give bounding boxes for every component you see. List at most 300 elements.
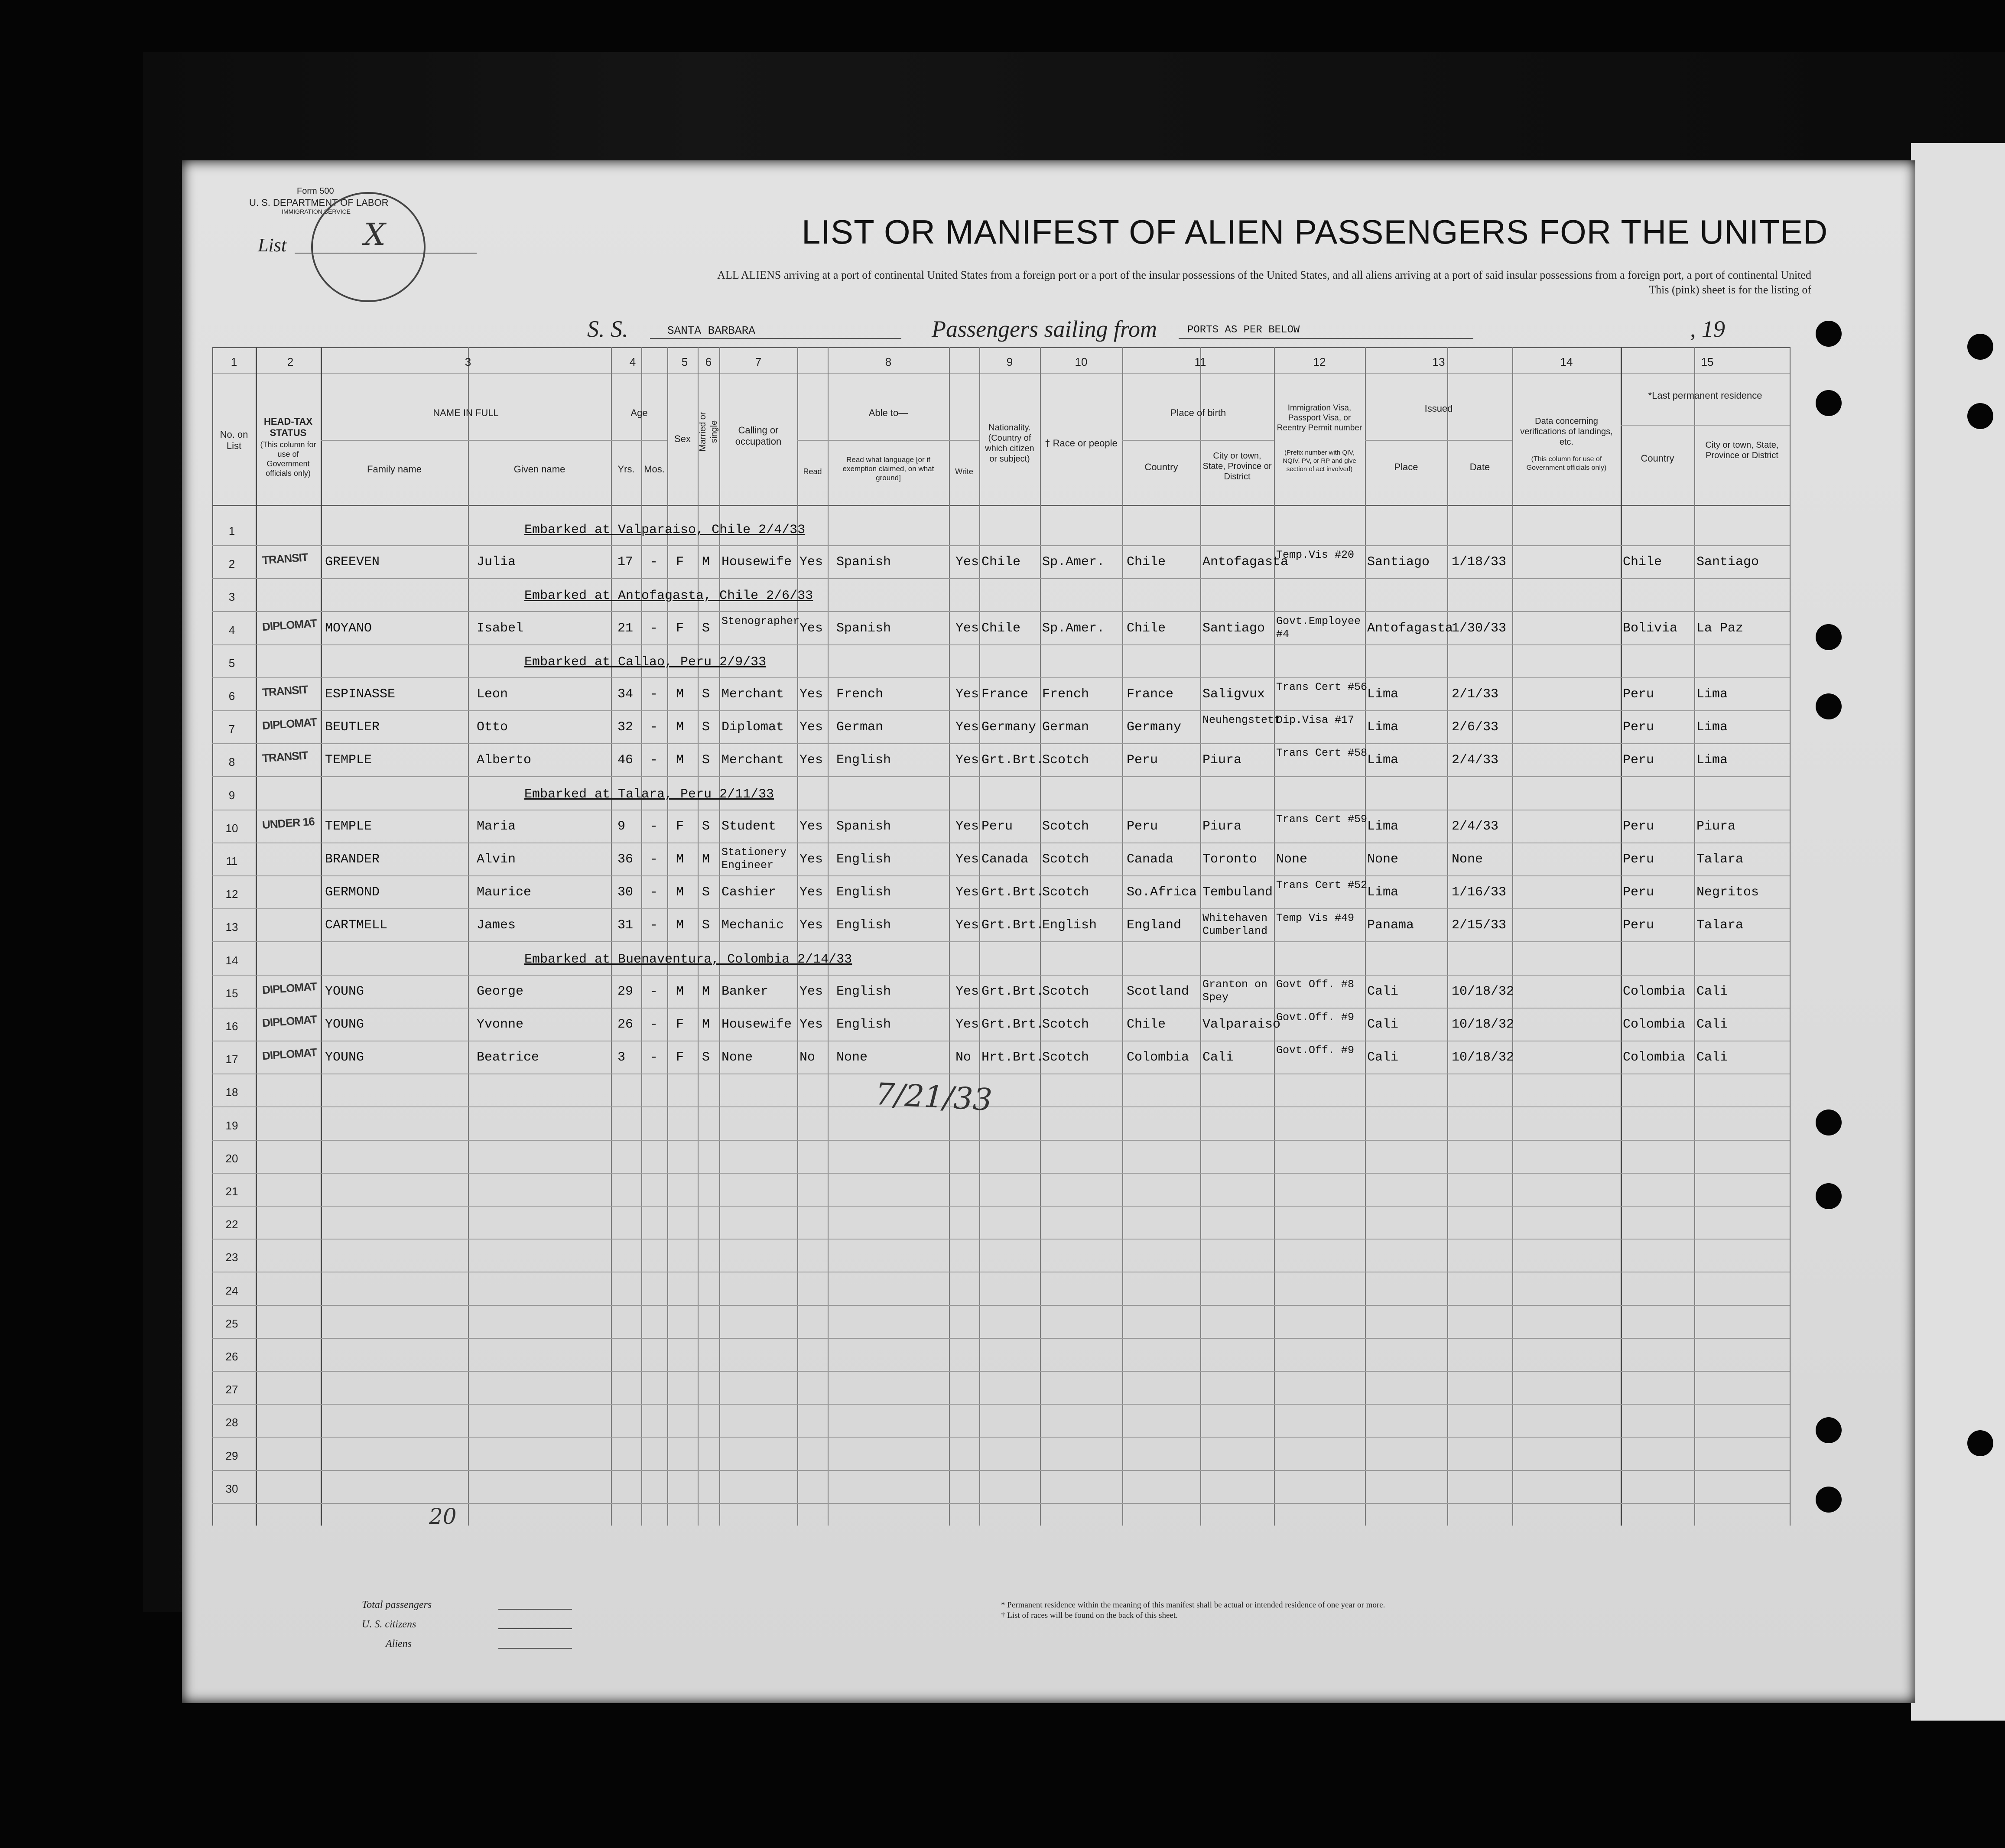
header-landings-note: (This column for use of Government officials only) bbox=[1526, 455, 1607, 472]
birth-city-cell: Saligvux bbox=[1202, 687, 1265, 702]
binder-hole bbox=[1967, 334, 1993, 360]
year-label: , 19 bbox=[1690, 316, 1725, 342]
given-name-cell: James bbox=[477, 918, 516, 933]
language-cell: English bbox=[836, 885, 891, 900]
row-number: 30 bbox=[225, 1482, 238, 1495]
department-name: U. S. DEPARTMENT OF LABOR bbox=[249, 197, 389, 208]
header-sex: Sex bbox=[674, 433, 691, 444]
age-years-cell: 9 bbox=[617, 819, 626, 834]
language-cell: English bbox=[836, 852, 891, 867]
birth-city-cell: Valparaiso bbox=[1202, 1017, 1281, 1032]
marital-cell: S bbox=[702, 753, 710, 768]
row-number: 20 bbox=[225, 1152, 238, 1165]
occupation-cell: Banker bbox=[721, 984, 769, 999]
ship-underline bbox=[650, 338, 901, 339]
issued-place-cell: Lima bbox=[1367, 687, 1399, 702]
write-cell: No bbox=[955, 1050, 972, 1065]
sex-cell: M bbox=[676, 885, 684, 900]
row-number: 23 bbox=[225, 1251, 238, 1264]
language-cell: English bbox=[836, 918, 891, 933]
header-head-tax-note: (This column for use of Government officials only) bbox=[260, 440, 316, 478]
age-months-cell: - bbox=[650, 1050, 658, 1065]
race-cell: Scotch bbox=[1042, 984, 1089, 999]
nationality-cell: Peru bbox=[981, 819, 1013, 834]
age-years-cell: 36 bbox=[617, 852, 634, 867]
header-name-in-full: NAME IN FULL bbox=[433, 407, 499, 418]
ports-value: PORTS AS PER BELOW bbox=[1187, 324, 1300, 336]
marital-cell: M bbox=[702, 852, 710, 867]
marital-cell: S bbox=[702, 621, 710, 636]
given-name-cell: Leon bbox=[477, 687, 508, 702]
nationality-cell: Grt.Brt. bbox=[981, 885, 1044, 900]
row-number: 17 bbox=[225, 1053, 238, 1066]
instruction-line-2: This (pink) sheet is for the listing of bbox=[1649, 283, 1811, 296]
issued-place-cell: Antofagasta bbox=[1367, 621, 1453, 636]
race-cell: Scotch bbox=[1042, 885, 1089, 900]
race-cell: German bbox=[1042, 720, 1089, 735]
issued-place-cell: Cali bbox=[1367, 1017, 1399, 1032]
age-years-cell: 34 bbox=[617, 687, 634, 702]
read-cell: Yes bbox=[799, 852, 823, 867]
family-name-cell: GREEVEN bbox=[325, 555, 380, 570]
visa-cell: Trans Cert #56 bbox=[1276, 681, 1368, 693]
col-num-7: 7 bbox=[755, 355, 762, 368]
birth-city-cell: Granton on Spey bbox=[1202, 978, 1268, 1004]
family-name-cell: YOUNG bbox=[325, 1017, 364, 1032]
col-num-14: 14 bbox=[1560, 355, 1573, 368]
age-months-cell: - bbox=[650, 1017, 658, 1032]
col-num-3: 3 bbox=[465, 355, 471, 368]
binder-hole bbox=[1816, 1183, 1842, 1209]
binder-hole bbox=[1816, 321, 1842, 347]
instruction-line-1: ALL ALIENS arriving at a port of continental United States from a foreign port or a port of the insular possessions of the United States, and all aliens arriving at a port of said insular possessions from a foreign port, a port of continental United bbox=[717, 269, 1811, 281]
occupation-cell: Merchant bbox=[721, 753, 784, 768]
birth-country-cell: Peru bbox=[1127, 819, 1158, 834]
visa-cell: Temp.Vis #20 bbox=[1276, 549, 1355, 562]
footnote-residence: * Permanent residence within the meaning of this manifest shall be actual or intended residence of one year or more. bbox=[1001, 1601, 1385, 1610]
birth-country-cell: So.Africa bbox=[1127, 885, 1197, 900]
binder-hole bbox=[1967, 403, 1993, 429]
nationality-cell: Grt.Brt. bbox=[981, 918, 1044, 933]
birth-country-cell: France bbox=[1127, 687, 1174, 702]
nationality-cell: Chile bbox=[981, 621, 1021, 636]
binder-hole bbox=[1816, 1487, 1842, 1513]
language-cell: Spanish bbox=[836, 621, 891, 636]
visa-cell: Trans Cert #59 bbox=[1276, 813, 1368, 826]
visa-cell: Govt.Employee #4 bbox=[1276, 615, 1361, 641]
birth-country-cell: England bbox=[1127, 918, 1182, 933]
birth-city-cell: Piura bbox=[1202, 819, 1242, 834]
row-number: 29 bbox=[225, 1449, 238, 1462]
sex-cell: M bbox=[676, 720, 684, 735]
row-number: 21 bbox=[225, 1185, 238, 1198]
res-country-cell: Peru bbox=[1623, 918, 1654, 933]
embarkation-note: Embarked at Antofagasta, Chile 2/6/33 bbox=[524, 589, 813, 604]
res-city-cell: Talara bbox=[1696, 918, 1744, 933]
issued-date-cell: 2/15/33 bbox=[1452, 918, 1507, 933]
head-tax-stamp: DIPLOMAT bbox=[262, 979, 317, 997]
marital-cell: S bbox=[702, 687, 710, 702]
read-cell: Yes bbox=[799, 918, 823, 933]
occupation-cell: Merchant bbox=[721, 687, 784, 702]
age-months-cell: - bbox=[650, 852, 658, 867]
write-cell: Yes bbox=[955, 918, 979, 933]
issued-place-cell: None bbox=[1367, 852, 1399, 867]
occupation-cell: None bbox=[721, 1050, 753, 1065]
given-name-cell: Alberto bbox=[477, 753, 532, 768]
total-passengers-label: Total passengers bbox=[362, 1599, 432, 1610]
given-name-cell: George bbox=[477, 984, 524, 999]
occupation-cell: Mechanic bbox=[721, 918, 784, 933]
row-number: 5 bbox=[228, 656, 235, 670]
nationality-cell: Chile bbox=[981, 555, 1021, 570]
header-place-of-birth: Place of birth bbox=[1170, 407, 1226, 418]
row-number: 4 bbox=[228, 623, 235, 637]
age-months-cell: - bbox=[650, 885, 658, 900]
page-title: LIST OR MANIFEST OF ALIEN PASSENGERS FOR THE UNITED bbox=[802, 213, 1828, 251]
given-name-cell: Isabel bbox=[477, 621, 524, 636]
issued-place-cell: Santiago bbox=[1367, 555, 1430, 570]
col-num-9: 9 bbox=[1006, 355, 1013, 368]
language-cell: Spanish bbox=[836, 555, 891, 570]
occupation-cell: Stationery Engineer bbox=[721, 846, 787, 872]
binder-hole bbox=[1816, 1417, 1842, 1443]
service-name: IMMIGRATION SERVICE bbox=[282, 208, 351, 215]
occupation-cell: Stenographer bbox=[721, 615, 800, 628]
embarkation-note: Embarked at Buenaventura, Colombia 2/14/33 bbox=[524, 952, 852, 967]
race-cell: Scotch bbox=[1042, 753, 1089, 768]
header-res-city: City or town, State, Province or District bbox=[1705, 440, 1779, 460]
res-country-cell: Chile bbox=[1623, 555, 1662, 570]
sex-cell: F bbox=[676, 1017, 684, 1032]
header-read: Read bbox=[803, 467, 822, 476]
header-issued-date: Date bbox=[1469, 462, 1490, 472]
given-name-cell: Maurice bbox=[477, 885, 532, 900]
res-city-cell: Lima bbox=[1696, 753, 1728, 768]
issued-date-cell: 2/4/33 bbox=[1452, 819, 1499, 834]
nationality-cell: Grt.Brt. bbox=[981, 984, 1044, 999]
row-number: 26 bbox=[225, 1350, 238, 1363]
age-years-cell: 46 bbox=[617, 753, 634, 768]
sex-cell: F bbox=[676, 1050, 684, 1065]
read-cell: Yes bbox=[799, 1017, 823, 1032]
res-country-cell: Peru bbox=[1623, 720, 1654, 735]
issued-place-cell: Lima bbox=[1367, 753, 1399, 768]
given-name-cell: Beatrice bbox=[477, 1050, 539, 1065]
sex-cell: M bbox=[676, 984, 684, 999]
read-cell: Yes bbox=[799, 753, 823, 768]
occupation-cell: Housewife bbox=[721, 1017, 792, 1032]
age-months-cell: - bbox=[650, 555, 658, 570]
occupation-cell: Cashier bbox=[721, 885, 777, 900]
write-cell: Yes bbox=[955, 852, 979, 867]
header-married-single: Married or single bbox=[698, 412, 719, 452]
given-name-cell: Otto bbox=[477, 720, 508, 735]
embarkation-note: Embarked at Callao, Peru 2/9/33 bbox=[524, 654, 767, 670]
nationality-cell: Grt.Brt. bbox=[981, 753, 1044, 768]
given-name-cell: Maria bbox=[477, 819, 516, 834]
header-last-residence: *Last permanent residence bbox=[1648, 390, 1762, 401]
col-num-8: 8 bbox=[885, 355, 892, 368]
row-number: 24 bbox=[225, 1284, 238, 1297]
sex-cell: M bbox=[676, 687, 684, 702]
res-city-cell: Negritos bbox=[1696, 885, 1759, 900]
row-number: 14 bbox=[225, 953, 238, 967]
aliens-label: Aliens bbox=[386, 1638, 412, 1650]
write-cell: Yes bbox=[955, 984, 979, 999]
race-cell: Scotch bbox=[1042, 819, 1089, 834]
header-issued-place: Place bbox=[1394, 462, 1418, 472]
birth-country-cell: Colombia bbox=[1127, 1050, 1189, 1065]
marital-cell: M bbox=[702, 1017, 710, 1032]
sailing-label: Passengers sailing from bbox=[932, 316, 1157, 342]
head-tax-stamp: TRANSIT bbox=[262, 748, 309, 765]
given-name-cell: Yvonne bbox=[477, 1017, 524, 1032]
footnote-races: † List of races will be found on the back of this sheet. bbox=[1001, 1611, 1178, 1620]
nationality-cell: Canada bbox=[981, 852, 1029, 867]
embarkation-note: Embarked at Valparaiso, Chile 2/4/33 bbox=[524, 523, 806, 537]
row-number: 16 bbox=[225, 1020, 238, 1033]
write-cell: Yes bbox=[955, 687, 979, 702]
birth-city-cell: Neuhengstett bbox=[1202, 714, 1281, 727]
birth-city-cell: Antofagasta bbox=[1202, 555, 1289, 570]
adjacent-page bbox=[1911, 143, 2005, 1721]
res-country-cell: Peru bbox=[1623, 687, 1654, 702]
write-cell: Yes bbox=[955, 555, 979, 570]
birth-city-cell: Santiago bbox=[1202, 621, 1265, 636]
family-name-cell: CARTMELL bbox=[325, 918, 388, 933]
issued-place-cell: Lima bbox=[1367, 885, 1399, 900]
header-calling: Calling or occupation bbox=[735, 425, 782, 447]
head-tax-stamp: DIPLOMAT bbox=[262, 1012, 317, 1030]
visa-cell: Trans Cert #52 bbox=[1276, 879, 1368, 892]
marital-cell: S bbox=[702, 885, 710, 900]
issued-date-cell: 1/16/33 bbox=[1452, 885, 1507, 900]
birth-country-cell: Scotland bbox=[1127, 984, 1189, 999]
write-cell: Yes bbox=[955, 1017, 979, 1032]
issued-date-cell: 10/18/32 bbox=[1452, 1017, 1514, 1032]
binder-hole bbox=[1816, 693, 1842, 719]
age-months-cell: - bbox=[650, 918, 658, 933]
issued-place-cell: Lima bbox=[1367, 819, 1399, 834]
res-country-cell: Peru bbox=[1623, 852, 1654, 867]
marital-cell: S bbox=[702, 918, 710, 933]
res-country-cell: Colombia bbox=[1623, 1017, 1686, 1032]
row-number: 3 bbox=[228, 590, 235, 604]
family-name-cell: TEMPLE bbox=[325, 753, 372, 768]
visa-cell: Temp Vis #49 bbox=[1276, 912, 1355, 925]
list-label: List bbox=[258, 234, 287, 256]
visa-cell: Govt Off. #8 bbox=[1276, 978, 1355, 991]
header-able-to: Able to— bbox=[868, 407, 908, 418]
row-number: 13 bbox=[225, 921, 238, 934]
col-num-4: 4 bbox=[629, 355, 636, 368]
ports-underline bbox=[1179, 338, 1473, 339]
inspector-signature: 7/21/33 bbox=[874, 1076, 993, 1118]
write-cell: Yes bbox=[955, 753, 979, 768]
family-name-cell: ESPINASSE bbox=[325, 687, 396, 702]
issued-date-cell: None bbox=[1452, 852, 1483, 867]
sex-cell: F bbox=[676, 621, 684, 636]
visa-cell: Trans Cert #58 bbox=[1276, 747, 1368, 760]
form-number: Form 500 bbox=[297, 186, 334, 196]
age-years-cell: 31 bbox=[617, 918, 634, 933]
occupation-cell: Student bbox=[721, 819, 777, 834]
binder-hole bbox=[1816, 1109, 1842, 1135]
col-num-13: 13 bbox=[1432, 355, 1445, 368]
binder-hole bbox=[1967, 1430, 1993, 1456]
race-cell: English bbox=[1042, 918, 1097, 933]
sex-cell: M bbox=[676, 753, 684, 768]
marital-cell: S bbox=[702, 720, 710, 735]
row-number: 1 bbox=[228, 524, 235, 537]
header-family-name: Family name bbox=[367, 464, 422, 475]
age-months-cell: - bbox=[650, 687, 658, 702]
binder-hole bbox=[1816, 390, 1842, 416]
issued-date-cell: 10/18/32 bbox=[1452, 1050, 1514, 1065]
age-years-cell: 30 bbox=[617, 885, 634, 900]
language-cell: Spanish bbox=[836, 819, 891, 834]
head-tax-stamp: DIPLOMAT bbox=[262, 616, 317, 633]
write-cell: Yes bbox=[955, 720, 979, 735]
issued-date-cell: 2/4/33 bbox=[1452, 753, 1499, 768]
visa-cell: Dip.Visa #17 bbox=[1276, 714, 1355, 727]
page-count-mark: 20 bbox=[429, 1504, 457, 1529]
marital-cell: M bbox=[702, 984, 710, 999]
header-nationality: Nationality. (Country of which citizen or subject) bbox=[985, 423, 1034, 464]
occupation-cell: Housewife bbox=[721, 555, 792, 570]
row-number: 27 bbox=[225, 1383, 238, 1396]
visa-cell: Govt.Off. #9 bbox=[1276, 1011, 1355, 1024]
col-num-10: 10 bbox=[1075, 355, 1088, 368]
footnotes bbox=[1001, 1600, 1385, 1621]
language-cell: French bbox=[836, 687, 884, 702]
read-cell: Yes bbox=[799, 819, 823, 834]
header-head-tax: HEAD-TAX STATUS bbox=[263, 416, 313, 438]
list-handwritten-mark: X bbox=[364, 217, 386, 252]
header-visa-note: (Prefix number with QIV, NQIV, PV, or RP and give section of act involved) bbox=[1283, 449, 1356, 473]
row-number: 8 bbox=[228, 755, 235, 769]
birth-city-cell: Cali bbox=[1202, 1050, 1234, 1065]
head-tax-stamp: DIPLOMAT bbox=[262, 1045, 317, 1063]
us-citizens-label: U. S. citizens bbox=[362, 1619, 416, 1630]
birth-country-cell: Germany bbox=[1127, 720, 1182, 735]
marital-cell: S bbox=[702, 1050, 710, 1065]
read-cell: No bbox=[799, 1050, 816, 1065]
age-months-cell: - bbox=[650, 753, 658, 768]
sex-cell: F bbox=[676, 819, 684, 834]
age-months-cell: - bbox=[650, 819, 658, 834]
family-name-cell: YOUNG bbox=[325, 1050, 364, 1065]
language-cell: English bbox=[836, 984, 891, 999]
family-name-cell: MOYANO bbox=[325, 621, 372, 636]
race-cell: Sp.Amer. bbox=[1042, 555, 1105, 570]
birth-country-cell: Peru bbox=[1127, 753, 1158, 768]
row-number: 22 bbox=[225, 1218, 238, 1231]
race-cell: Scotch bbox=[1042, 852, 1089, 867]
issued-place-cell: Lima bbox=[1367, 720, 1399, 735]
birth-city-cell: Toronto bbox=[1202, 852, 1258, 867]
header-yrs: Yrs. bbox=[617, 464, 635, 475]
instructions bbox=[503, 268, 1811, 297]
header-issued: Issued bbox=[1424, 403, 1453, 414]
birth-city-cell: Tembuland bbox=[1202, 885, 1273, 900]
res-city-cell: Cali bbox=[1696, 984, 1728, 999]
head-tax-stamp: UNDER 16 bbox=[262, 814, 315, 831]
marital-cell: S bbox=[702, 819, 710, 834]
row-number: 9 bbox=[228, 788, 235, 802]
family-name-cell: BRANDER bbox=[325, 852, 380, 867]
res-city-cell: Lima bbox=[1696, 687, 1728, 702]
family-name-cell: BEUTLER bbox=[325, 720, 380, 735]
age-years-cell: 17 bbox=[617, 555, 634, 570]
ss-label: S. S. bbox=[587, 316, 628, 342]
res-city-cell: Cali bbox=[1696, 1050, 1728, 1065]
header-given-name: Given name bbox=[513, 464, 565, 475]
res-country-cell: Bolivia bbox=[1623, 621, 1678, 636]
manifest-table bbox=[212, 347, 1790, 1526]
col-num-15: 15 bbox=[1701, 355, 1714, 368]
race-cell: Scotch bbox=[1042, 1017, 1089, 1032]
header-read-language: Read what language [or if exemption claimed, on what ground] bbox=[842, 455, 934, 482]
issued-place-cell: Cali bbox=[1367, 1050, 1399, 1065]
row-number: 6 bbox=[228, 690, 235, 703]
res-country-cell: Peru bbox=[1623, 885, 1654, 900]
write-cell: Yes bbox=[955, 885, 979, 900]
row-number: 15 bbox=[225, 986, 238, 1000]
head-tax-stamp: TRANSIT bbox=[262, 550, 309, 567]
row-number: 7 bbox=[228, 722, 235, 736]
age-years-cell: 21 bbox=[617, 621, 634, 636]
age-years-cell: 3 bbox=[617, 1050, 626, 1065]
issued-place-cell: Cali bbox=[1367, 984, 1399, 999]
col-num-5: 5 bbox=[681, 355, 688, 368]
race-cell: Scotch bbox=[1042, 1050, 1089, 1065]
issued-place-cell: Panama bbox=[1367, 918, 1414, 933]
header-write: Write bbox=[955, 467, 973, 476]
issued-date-cell: 2/1/33 bbox=[1452, 687, 1499, 702]
header-birth-country: Country bbox=[1144, 462, 1178, 472]
header-birth-city: City or town, State, Province or District bbox=[1202, 451, 1272, 482]
col-num-6: 6 bbox=[705, 355, 712, 368]
nationality-cell: Grt.Brt. bbox=[981, 1017, 1044, 1032]
nationality-cell: Germany bbox=[981, 720, 1037, 735]
header-visa: Immigration Visa, Passport Visa, or Reentry Permit number bbox=[1277, 403, 1362, 433]
issued-date-cell: 10/18/32 bbox=[1452, 984, 1514, 999]
age-months-cell: - bbox=[650, 621, 658, 636]
read-cell: Yes bbox=[799, 984, 823, 999]
write-cell: Yes bbox=[955, 819, 979, 834]
age-months-cell: - bbox=[650, 984, 658, 999]
col-num-11: 11 bbox=[1194, 355, 1206, 368]
row-number: 25 bbox=[225, 1317, 238, 1330]
marital-cell: M bbox=[702, 555, 710, 570]
col-num-12: 12 bbox=[1313, 355, 1326, 368]
age-months-cell: - bbox=[650, 720, 658, 735]
res-city-cell: Cali bbox=[1696, 1017, 1728, 1032]
header-no-on-list: No. on List bbox=[220, 429, 248, 451]
read-cell: Yes bbox=[799, 621, 823, 636]
res-country-cell: Peru bbox=[1623, 819, 1654, 834]
family-name-cell: TEMPLE bbox=[325, 819, 372, 834]
row-number: 19 bbox=[225, 1119, 238, 1132]
embarkation-note: Embarked at Talara, Peru 2/11/33 bbox=[524, 787, 774, 802]
language-cell: English bbox=[836, 753, 891, 768]
res-city-cell: La Paz bbox=[1696, 621, 1744, 636]
header-res-country: Country bbox=[1641, 453, 1674, 464]
age-years-cell: 26 bbox=[617, 1017, 634, 1032]
visa-cell: Govt.Off. #9 bbox=[1276, 1044, 1355, 1057]
